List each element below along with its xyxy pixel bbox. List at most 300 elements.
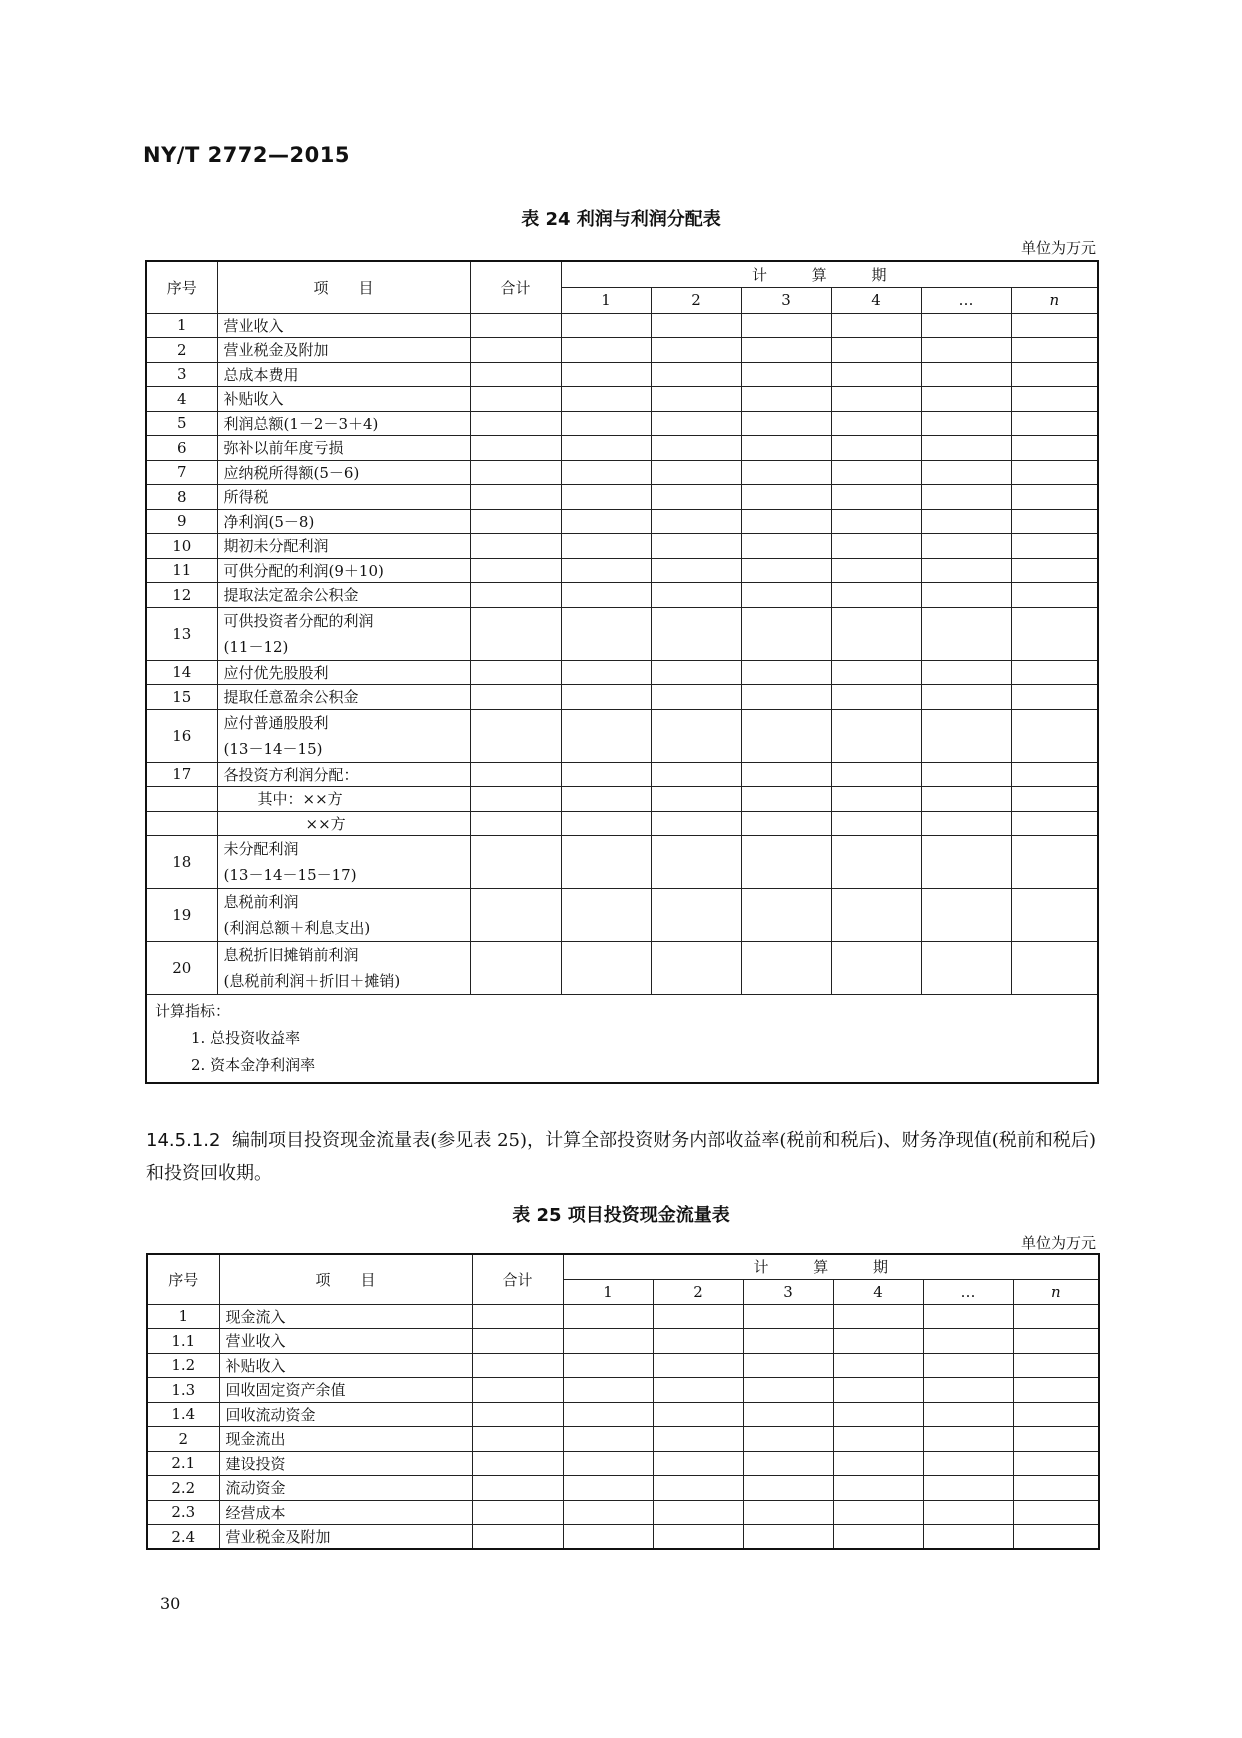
- value-cell: [651, 362, 741, 387]
- value-cell: [1011, 338, 1098, 363]
- row-item-line1: 应付普通股股利: [223, 713, 329, 732]
- value-cell: [563, 1500, 653, 1525]
- value-cell: [743, 1402, 833, 1427]
- value-cell: [470, 583, 561, 608]
- value-cell: [1011, 762, 1098, 787]
- value-cell: [563, 1451, 653, 1476]
- value-cell: [923, 1427, 1013, 1452]
- row-seq: 16: [146, 709, 217, 762]
- value-cell: [470, 338, 561, 363]
- value-cell: [1011, 942, 1098, 995]
- period-col-header: …: [921, 287, 1011, 313]
- value-cell: [651, 709, 741, 762]
- row-item-line1: 息税折旧摊销前利润: [223, 946, 359, 964]
- row-item-line2: (息税前利润＋折旧＋摊销): [223, 972, 401, 990]
- value-cell: [651, 534, 741, 559]
- table-row: [146, 660, 1098, 685]
- value-cell: [831, 660, 921, 685]
- value-cell: [651, 313, 741, 338]
- value-cell: [1013, 1525, 1099, 1550]
- header-period: [563, 1254, 1099, 1279]
- value-cell: [831, 362, 921, 387]
- period-col-header: 4: [833, 1279, 923, 1304]
- value-cell: [651, 485, 741, 510]
- value-cell: [741, 313, 831, 338]
- value-cell: [831, 485, 921, 510]
- table-row: [147, 1304, 1099, 1329]
- row-seq: [146, 811, 217, 836]
- row-seq: 2.2: [147, 1476, 219, 1501]
- value-cell: [651, 558, 741, 583]
- row-item: 应付优先股股利: [217, 660, 470, 685]
- value-cell: [653, 1304, 743, 1329]
- value-cell: [561, 660, 651, 685]
- table-row: [146, 362, 1098, 387]
- value-cell: [1013, 1304, 1099, 1329]
- value-cell: [833, 1500, 923, 1525]
- row-item: 利润总额(1－2－3＋4): [217, 411, 470, 436]
- value-cell: [743, 1500, 833, 1525]
- value-cell: [472, 1329, 563, 1354]
- value-cell: [921, 460, 1011, 485]
- period-col-header: n: [1013, 1279, 1099, 1304]
- value-cell: [470, 313, 561, 338]
- row-seq: 15: [146, 685, 217, 710]
- period-col-header: 3: [743, 1279, 833, 1304]
- value-cell: [741, 583, 831, 608]
- value-cell: [561, 685, 651, 710]
- value-cell: [741, 387, 831, 412]
- value-cell: [1011, 836, 1098, 889]
- row-item: 经营成本: [219, 1500, 472, 1525]
- row-item: 可供分配的利润(9＋10): [217, 558, 470, 583]
- row-item: 提取任意盈余公积金: [217, 685, 470, 710]
- paragraph-text: 编制项目投资现金流量表(参见表 25)，计算全部投资财务内部收益率(税前和税后)、财务净现值(税前和税后)和投资回收期。: [146, 1130, 1096, 1184]
- row-seq: 18: [146, 836, 217, 889]
- table-row: [146, 709, 1098, 762]
- row-seq: 4: [146, 387, 217, 412]
- value-cell: [831, 313, 921, 338]
- value-cell: [561, 889, 651, 942]
- row-item: 弥补以前年度亏损: [217, 436, 470, 461]
- value-cell: [1011, 509, 1098, 534]
- value-cell: [561, 558, 651, 583]
- value-cell: [921, 387, 1011, 412]
- table-row: [146, 338, 1098, 363]
- value-cell: [741, 362, 831, 387]
- table-row: [147, 1427, 1099, 1452]
- value-cell: [921, 338, 1011, 363]
- calc-indicator-item: 2. 资本金净利润率: [191, 1056, 316, 1074]
- value-cell: [741, 436, 831, 461]
- header-period: [561, 261, 1098, 287]
- value-cell: [561, 607, 651, 660]
- value-cell: [1013, 1427, 1099, 1452]
- value-cell: [743, 1304, 833, 1329]
- value-cell: [923, 1378, 1013, 1403]
- value-cell: [831, 811, 921, 836]
- header-seq: 序号: [146, 261, 217, 313]
- value-cell: [472, 1427, 563, 1452]
- value-cell: [1011, 583, 1098, 608]
- value-cell: [741, 411, 831, 436]
- value-cell: [653, 1353, 743, 1378]
- table25: [146, 1253, 1100, 1550]
- value-cell: [921, 942, 1011, 995]
- value-cell: [831, 836, 921, 889]
- value-cell: [741, 607, 831, 660]
- table-row: [146, 685, 1098, 710]
- row-seq: 2.3: [147, 1500, 219, 1525]
- value-cell: [1011, 460, 1098, 485]
- value-cell: [1011, 558, 1098, 583]
- value-cell: [741, 762, 831, 787]
- value-cell: [741, 709, 831, 762]
- value-cell: [651, 338, 741, 363]
- value-cell: [743, 1378, 833, 1403]
- row-seq: 6: [146, 436, 217, 461]
- table-row: [146, 534, 1098, 559]
- row-seq: [146, 787, 217, 812]
- standard-code: NY/T 2772—2015: [143, 143, 350, 167]
- value-cell: [921, 811, 1011, 836]
- header-seq: 序号: [147, 1254, 219, 1304]
- row-seq: 1.2: [147, 1353, 219, 1378]
- value-cell: [470, 811, 561, 836]
- value-cell: [741, 942, 831, 995]
- value-cell: [470, 411, 561, 436]
- value-cell: [470, 709, 561, 762]
- table-row: [146, 485, 1098, 510]
- value-cell: [921, 709, 1011, 762]
- row-item: ××方: [217, 811, 470, 836]
- header-item: 项 目: [217, 261, 470, 313]
- value-cell: [831, 534, 921, 559]
- row-item: 营业收入: [219, 1329, 472, 1354]
- value-cell: [833, 1427, 923, 1452]
- row-item-line1: 未分配利润: [223, 840, 299, 858]
- value-cell: [651, 436, 741, 461]
- value-cell: [651, 607, 741, 660]
- value-cell: [921, 889, 1011, 942]
- value-cell: [472, 1500, 563, 1525]
- value-cell: [831, 509, 921, 534]
- value-cell: [651, 387, 741, 412]
- row-seq: 5: [146, 411, 217, 436]
- value-cell: [561, 460, 651, 485]
- value-cell: [653, 1427, 743, 1452]
- value-cell: [833, 1451, 923, 1476]
- value-cell: [831, 558, 921, 583]
- value-cell: [651, 787, 741, 812]
- value-cell: [561, 787, 651, 812]
- value-cell: [743, 1476, 833, 1501]
- value-cell: [831, 583, 921, 608]
- row-seq: 1: [146, 313, 217, 338]
- value-cell: [921, 362, 1011, 387]
- table-row: [146, 836, 1098, 889]
- period-col-header: 3: [741, 287, 831, 313]
- value-cell: [833, 1304, 923, 1329]
- row-item-line2: (利润总额＋利息支出): [223, 919, 371, 937]
- value-cell: [470, 509, 561, 534]
- table-row: [146, 762, 1098, 787]
- value-cell: [741, 889, 831, 942]
- value-cell: [563, 1353, 653, 1378]
- row-item: 营业税金及附加: [217, 338, 470, 363]
- period-col-header: 4: [831, 287, 921, 313]
- value-cell: [923, 1353, 1013, 1378]
- row-seq: 3: [146, 362, 217, 387]
- value-cell: [561, 811, 651, 836]
- value-cell: [470, 436, 561, 461]
- row-item: 补贴收入: [219, 1353, 472, 1378]
- value-cell: [470, 607, 561, 660]
- page-number: 30: [160, 1594, 181, 1613]
- row-item: 现金流出: [219, 1427, 472, 1452]
- value-cell: [831, 942, 921, 995]
- value-cell: [921, 583, 1011, 608]
- value-cell: [653, 1500, 743, 1525]
- value-cell: [923, 1451, 1013, 1476]
- table-row: [147, 1476, 1099, 1501]
- row-seq: 19: [146, 889, 217, 942]
- value-cell: [470, 485, 561, 510]
- value-cell: [743, 1329, 833, 1354]
- value-cell: [833, 1476, 923, 1501]
- value-cell: [1011, 787, 1098, 812]
- value-cell: [651, 411, 741, 436]
- value-cell: [1011, 436, 1098, 461]
- row-item: 现金流入: [219, 1304, 472, 1329]
- value-cell: [833, 1402, 923, 1427]
- row-item: 总成本费用: [217, 362, 470, 387]
- value-cell: [923, 1329, 1013, 1354]
- value-cell: [472, 1353, 563, 1378]
- value-cell: [561, 762, 651, 787]
- value-cell: [1013, 1451, 1099, 1476]
- value-cell: [743, 1525, 833, 1550]
- row-seq: 8: [146, 485, 217, 510]
- value-cell: [1013, 1378, 1099, 1403]
- value-cell: [563, 1378, 653, 1403]
- period-col-header: n: [1011, 287, 1098, 313]
- value-cell: [470, 889, 561, 942]
- value-cell: [741, 660, 831, 685]
- value-cell: [831, 436, 921, 461]
- row-seq: 2: [146, 338, 217, 363]
- value-cell: [1011, 387, 1098, 412]
- table-row: [146, 387, 1098, 412]
- row-item-line2: (13－14－15): [223, 739, 323, 758]
- value-cell: [921, 787, 1011, 812]
- value-cell: [831, 787, 921, 812]
- row-item: 回收流动资金: [219, 1402, 472, 1427]
- value-cell: [470, 685, 561, 710]
- row-item-line1: 息税前利润: [223, 893, 299, 911]
- value-cell: [921, 762, 1011, 787]
- table-row: [146, 787, 1098, 812]
- table-row: [147, 1500, 1099, 1525]
- row-item-line1: 可供投资者分配的利润: [223, 611, 374, 630]
- value-cell: [651, 685, 741, 710]
- value-cell: [1013, 1402, 1099, 1427]
- value-cell: [741, 534, 831, 559]
- value-cell: [561, 709, 651, 762]
- value-cell: [741, 558, 831, 583]
- value-cell: [563, 1427, 653, 1452]
- value-cell: [831, 889, 921, 942]
- row-seq: 9: [146, 509, 217, 534]
- value-cell: [470, 787, 561, 812]
- value-cell: [1013, 1500, 1099, 1525]
- value-cell: [470, 534, 561, 559]
- row-item: 营业税金及附加: [219, 1525, 472, 1550]
- calc-indicators-label: 计算指标：: [155, 1002, 231, 1020]
- row-item: 应纳税所得额(5－6): [217, 460, 470, 485]
- value-cell: [831, 762, 921, 787]
- value-cell: [1011, 607, 1098, 660]
- value-cell: [651, 460, 741, 485]
- row-item: [217, 709, 470, 762]
- value-cell: [561, 509, 651, 534]
- row-item: 提取法定盈余公积金: [217, 583, 470, 608]
- row-item: 流动资金: [219, 1476, 472, 1501]
- value-cell: [921, 534, 1011, 559]
- row-seq: 1: [147, 1304, 219, 1329]
- value-cell: [833, 1525, 923, 1550]
- value-cell: [651, 762, 741, 787]
- value-cell: [1011, 313, 1098, 338]
- value-cell: [563, 1476, 653, 1501]
- value-cell: [743, 1353, 833, 1378]
- value-cell: [653, 1476, 743, 1501]
- row-item: 营业收入: [217, 313, 470, 338]
- value-cell: [741, 787, 831, 812]
- value-cell: [921, 509, 1011, 534]
- row-item: [217, 889, 470, 942]
- row-item: 净利润(5－8): [217, 509, 470, 534]
- value-cell: [1013, 1476, 1099, 1501]
- value-cell: [1011, 709, 1098, 762]
- value-cell: [563, 1304, 653, 1329]
- row-seq: 20: [146, 942, 217, 995]
- value-cell: [472, 1378, 563, 1403]
- value-cell: [741, 485, 831, 510]
- value-cell: [921, 558, 1011, 583]
- row-seq: 10: [146, 534, 217, 559]
- row-item: 补贴收入: [217, 387, 470, 412]
- table-row: [146, 583, 1098, 608]
- value-cell: [472, 1476, 563, 1501]
- row-seq: 1.3: [147, 1378, 219, 1403]
- value-cell: [1013, 1329, 1099, 1354]
- value-cell: [651, 836, 741, 889]
- table24: [145, 260, 1099, 1084]
- row-item: 回收固定资产余值: [219, 1378, 472, 1403]
- table-row: [147, 1451, 1099, 1476]
- row-item: 其中：××方: [217, 787, 470, 812]
- value-cell: [651, 942, 741, 995]
- value-cell: [921, 685, 1011, 710]
- value-cell: [470, 762, 561, 787]
- header-total: 合计: [472, 1254, 563, 1304]
- row-item: 期初未分配利润: [217, 534, 470, 559]
- table-row: [146, 607, 1098, 660]
- value-cell: [470, 836, 561, 889]
- value-cell: [741, 685, 831, 710]
- value-cell: [831, 685, 921, 710]
- value-cell: [472, 1402, 563, 1427]
- value-cell: [653, 1451, 743, 1476]
- value-cell: [1013, 1353, 1099, 1378]
- value-cell: [921, 660, 1011, 685]
- row-seq: 17: [146, 762, 217, 787]
- table25-unit: 单位为万元: [1020, 1234, 1096, 1252]
- row-seq: 14: [146, 660, 217, 685]
- table-row: [146, 313, 1098, 338]
- value-cell: [831, 607, 921, 660]
- table24-unit: 单位为万元: [1020, 239, 1096, 257]
- table-row: [147, 1329, 1099, 1354]
- table-row: [147, 1525, 1099, 1550]
- row-seq: 2.1: [147, 1451, 219, 1476]
- value-cell: [470, 660, 561, 685]
- value-cell: [561, 362, 651, 387]
- header-period-label: 计 算 期: [752, 265, 907, 284]
- value-cell: [833, 1353, 923, 1378]
- row-item: [217, 836, 470, 889]
- header-total: 合计: [470, 261, 561, 313]
- value-cell: [470, 460, 561, 485]
- table-row: [146, 558, 1098, 583]
- row-seq: 1.4: [147, 1402, 219, 1427]
- table-row: [147, 1353, 1099, 1378]
- value-cell: [921, 313, 1011, 338]
- period-col-header: 1: [563, 1279, 653, 1304]
- table-row: [146, 411, 1098, 436]
- period-col-header: 1: [561, 287, 651, 313]
- row-item: 建设投资: [219, 1451, 472, 1476]
- value-cell: [561, 313, 651, 338]
- value-cell: [921, 607, 1011, 660]
- period-col-header: …: [923, 1279, 1013, 1304]
- row-item-line2: (11－12): [223, 637, 289, 656]
- value-cell: [651, 583, 741, 608]
- paragraph-14-5-1-2: [146, 1124, 1096, 1190]
- table-row: [146, 436, 1098, 461]
- value-cell: [921, 485, 1011, 510]
- value-cell: [651, 889, 741, 942]
- value-cell: [653, 1402, 743, 1427]
- row-item: [217, 607, 470, 660]
- paragraph-number: 14.5.1.2: [146, 1130, 221, 1151]
- value-cell: [563, 1329, 653, 1354]
- table-row: [146, 811, 1098, 836]
- value-cell: [831, 411, 921, 436]
- table25-title: 表 25 项目投资现金流量表: [512, 1205, 730, 1226]
- value-cell: [1011, 811, 1098, 836]
- calc-indicators: [146, 995, 1098, 1084]
- period-col-header: 2: [651, 287, 741, 313]
- value-cell: [1011, 485, 1098, 510]
- header-period-label: 计 算 期: [753, 1258, 909, 1277]
- header-item: 项 目: [219, 1254, 472, 1304]
- notes-row: [146, 995, 1098, 1084]
- value-cell: [472, 1451, 563, 1476]
- value-cell: [921, 836, 1011, 889]
- value-cell: [743, 1451, 833, 1476]
